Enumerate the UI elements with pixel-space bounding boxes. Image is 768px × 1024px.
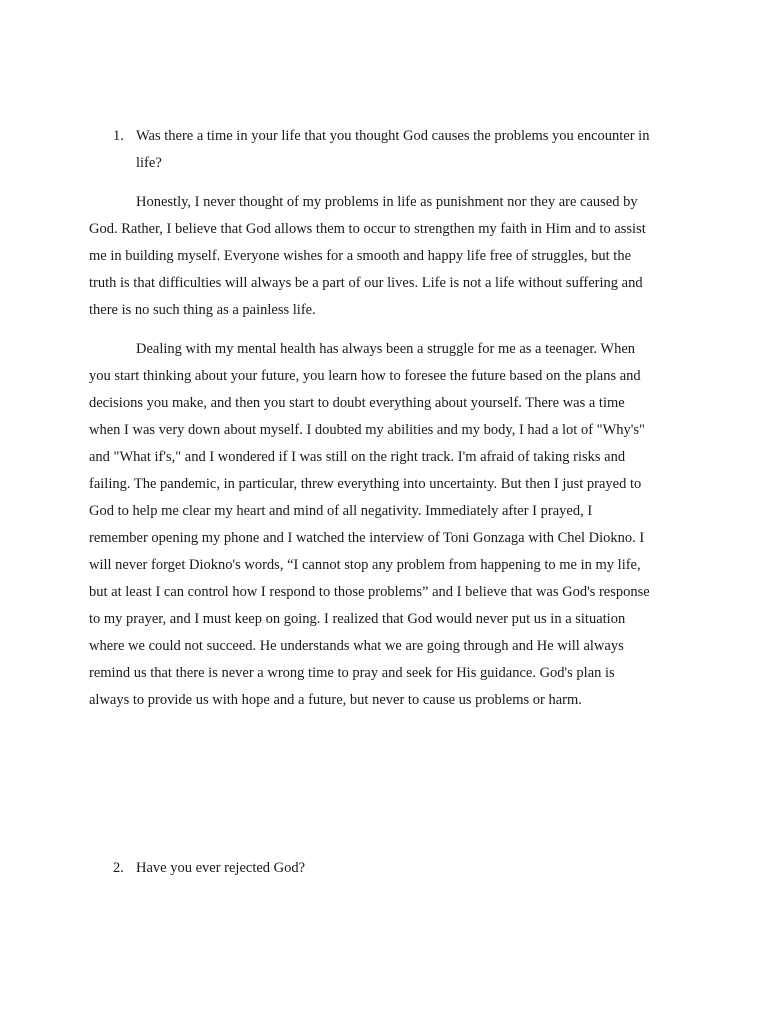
question-line: Have you ever rejected God?: [136, 860, 306, 876]
paragraph-line: to my prayer, and I must keep on going. I realized that God would never put us in a situation: [89, 611, 626, 627]
paragraph-line: and "What if's," and I wondered if I was still on the right track. I'm afraid of taking risks and: [89, 449, 626, 465]
paragraph-line: remind us that there is never a wrong time to pray and seek for His guidance. God's plan is: [89, 665, 615, 681]
paragraph-line: God. Rather, I believe that God allows them to occur to strengthen my faith in Him and to assist: [89, 221, 646, 237]
paragraph-line: me in building myself. Everyone wishes for a smooth and happy life free of struggles, but the: [89, 248, 632, 264]
paragraph-line: Dealing with my mental health has always been a struggle for me as a teenager. When: [136, 341, 636, 357]
paragraph-line: but at least I can control how I respond to those problems” and I believe that was God's response: [89, 584, 650, 600]
question-line: life?: [136, 155, 162, 171]
paragraph-line: there is no such thing as a painless life.: [89, 302, 316, 318]
question-1: [113, 123, 673, 171]
question-line: Was there a time in your life that you thought God causes the problems you encounter in: [136, 128, 650, 144]
paragraph-line: you start thinking about your future, you learn how to foresee the future based on the plans and: [89, 368, 641, 384]
answer-paragraph-2: [89, 336, 675, 714]
question-text: [136, 123, 671, 177]
question-number: 2.: [113, 860, 124, 876]
answer-paragraph-1: [89, 189, 675, 324]
paragraph-line: remember opening my phone and I watched the interview of Toni Gonzaga with Chel Diokno. I: [89, 530, 645, 546]
paragraph-line: always to provide us with hope and a future, but never to cause us problems or harm.: [89, 692, 582, 708]
paragraph-line: will never forget Diokno's words, “I cannot stop any problem from happening to me in my life,: [89, 557, 641, 573]
paragraph-line: failing. The pandemic, in particular, threw everything into uncertainty. But then I just prayed to: [89, 476, 642, 492]
paragraph-line: Honestly, I never thought of my problems in life as punishment nor they are caused by: [136, 194, 638, 210]
paragraph-line: where we could not succeed. He understands what we are going through and He will always: [89, 638, 624, 654]
paragraph-line: when I was very down about myself. I doubted my abilities and my body, I had a lot of "Why's": [89, 422, 645, 438]
paragraph-line: God to help me clear my heart and mind of all negativity. Immediately after I prayed, I: [89, 503, 593, 519]
question-text: [136, 855, 671, 882]
question-2: [113, 855, 673, 882]
paragraph-line: decisions you make, and then you start to doubt everything about yourself. There was a time: [89, 395, 625, 411]
paragraph-line: truth is that difficulties will always be a part of our lives. Life is not a life without suffering and: [89, 275, 643, 291]
question-number: 1.: [113, 128, 124, 144]
